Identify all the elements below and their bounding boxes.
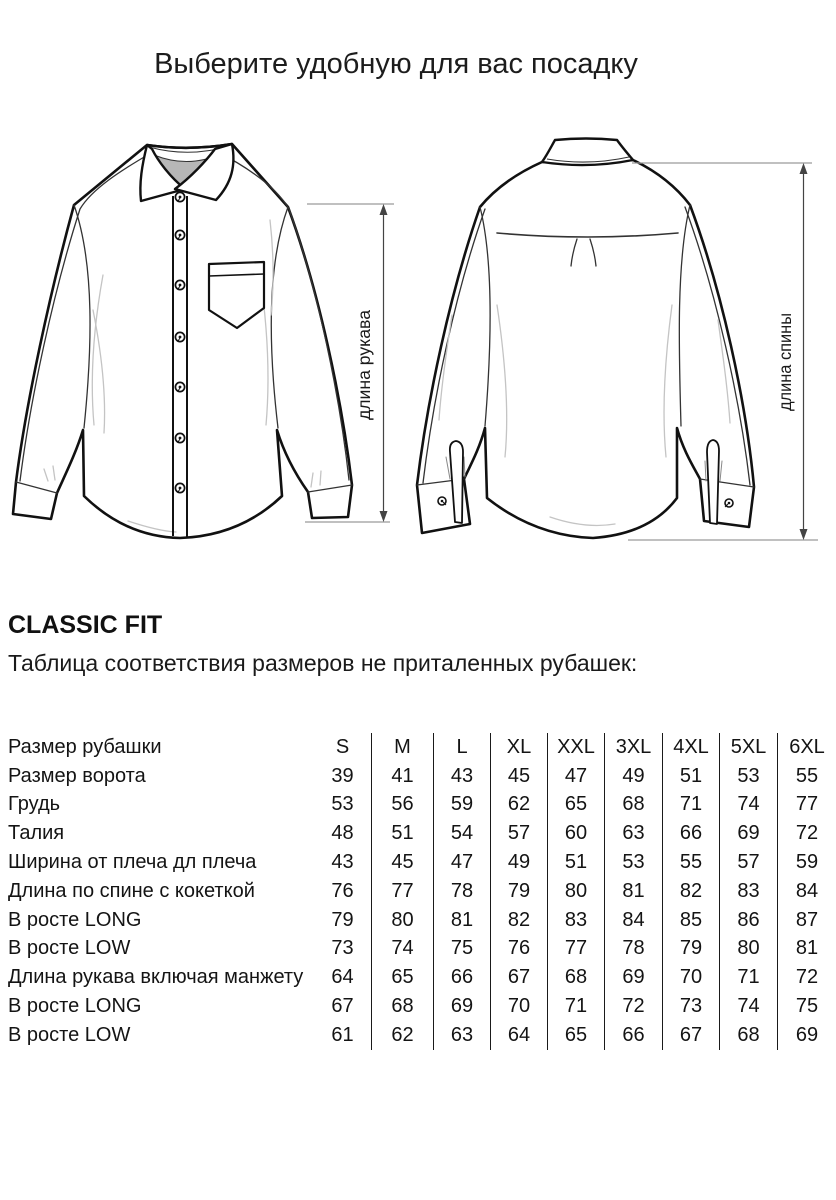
row-label: Длина рукава включая манжету — [8, 966, 304, 989]
table-cell: 51 — [663, 762, 720, 791]
table-cell: 80 — [720, 935, 778, 964]
shirt-back-drawing — [400, 125, 836, 595]
table-cell: 77 — [548, 935, 605, 964]
table-cell: 80 — [372, 906, 434, 935]
table-cell: 73 — [663, 992, 720, 1021]
row-label: В росте LONG — [8, 908, 142, 931]
table-cell: 83 — [720, 877, 778, 906]
shirt-back-body — [417, 160, 754, 538]
column-header: 5XL — [720, 733, 778, 762]
table-cell: 43 — [434, 762, 491, 791]
column-header: M — [372, 733, 434, 762]
table-cell: 65 — [548, 791, 605, 820]
table-cell: 64 — [491, 1021, 548, 1050]
table-cell: 65 — [548, 1021, 605, 1050]
row-label: Грудь — [8, 793, 61, 816]
table-cell: 45 — [372, 848, 434, 877]
table-cell: 72 — [795, 966, 819, 989]
table-cell: 59 — [434, 791, 491, 820]
table-cell: 69 — [720, 819, 778, 848]
table-cell: 67 — [314, 992, 372, 1021]
table-cell: 67 — [491, 963, 548, 992]
table-cell: 62 — [372, 1021, 434, 1050]
table-cell: 83 — [548, 906, 605, 935]
table-cell: 75 — [434, 935, 491, 964]
column-header: 4XL — [663, 733, 720, 762]
front-collar — [140, 144, 233, 201]
column-header: XL — [491, 733, 548, 762]
table-cell: 61 — [314, 1021, 372, 1050]
table-cell: 75 — [795, 995, 819, 1018]
row-label: В росте LOW — [8, 1023, 131, 1046]
row-label: В росте LONG — [8, 995, 142, 1018]
table-cell: 49 — [605, 762, 663, 791]
table-cell: 57 — [720, 848, 778, 877]
table-cell: 79 — [663, 935, 720, 964]
table-cell: 41 — [372, 762, 434, 791]
table-cell: 68 — [548, 963, 605, 992]
row-label: Размер ворота — [8, 764, 146, 787]
table-cell: 81 — [434, 906, 491, 935]
table-cell: 53 — [605, 848, 663, 877]
table-cell: 63 — [605, 819, 663, 848]
table-cell: 71 — [663, 791, 720, 820]
table-cell: 47 — [434, 848, 491, 877]
shirt-front-drawing — [8, 125, 398, 595]
table-cell: 60 — [548, 819, 605, 848]
table-cell: 56 — [372, 791, 434, 820]
table-cell: 69 — [795, 1023, 819, 1046]
table-cell: 69 — [434, 992, 491, 1021]
fit-heading: CLASSIC FIT — [8, 611, 163, 639]
table-cell: 74 — [720, 791, 778, 820]
table-cell: 55 — [663, 848, 720, 877]
column-header: 3XL — [605, 733, 663, 762]
table-caption: Таблица соответствия размеров не приталенных рубашек: — [8, 650, 638, 676]
table-cell: 54 — [434, 819, 491, 848]
table-cell: 79 — [314, 906, 372, 935]
table-cell: 63 — [434, 1021, 491, 1050]
table-cell: 80 — [548, 877, 605, 906]
table-cell: 64 — [314, 963, 372, 992]
row-label: Длина по спине с кокеткой — [8, 879, 255, 902]
table-cell: 72 — [795, 822, 819, 845]
table-cell: 45 — [491, 762, 548, 791]
table-cell: 62 — [491, 791, 548, 820]
column-header: L — [434, 733, 491, 762]
table-cell: 67 — [663, 1021, 720, 1050]
table-cell: 87 — [795, 908, 819, 931]
table-cell: 82 — [663, 877, 720, 906]
table-cell: 48 — [314, 819, 372, 848]
row-label: Размер рубашки — [8, 735, 162, 758]
table-cell: 66 — [434, 963, 491, 992]
table-cell: 57 — [491, 819, 548, 848]
table-cell: 73 — [314, 935, 372, 964]
table-cell: 71 — [720, 963, 778, 992]
sleeve-length-label: длина рукава — [354, 310, 374, 420]
table-cell: 81 — [795, 937, 819, 960]
row-label: Талия — [8, 822, 65, 845]
column-header: XXL — [548, 733, 605, 762]
table-cell: 84 — [795, 879, 819, 902]
column-header: S — [314, 733, 372, 762]
table-cell: 81 — [605, 877, 663, 906]
back-length-label: длина спины — [775, 306, 795, 411]
table-cell: 79 — [491, 877, 548, 906]
table-cell: 78 — [605, 935, 663, 964]
table-cell: 78 — [434, 877, 491, 906]
table-cell: 66 — [605, 1021, 663, 1050]
table-cell: 82 — [491, 906, 548, 935]
table-cell: 68 — [720, 1021, 778, 1050]
size-table — [8, 733, 836, 1050]
table-cell: 68 — [605, 791, 663, 820]
table-cell: 53 — [720, 762, 778, 791]
table-cell: 55 — [795, 764, 819, 787]
table-cell: 72 — [605, 992, 663, 1021]
table-cell: 69 — [605, 963, 663, 992]
back-collar — [542, 139, 633, 166]
table-cell: 70 — [491, 992, 548, 1021]
table-cell: 39 — [314, 762, 372, 791]
table-cell: 76 — [314, 877, 372, 906]
table-cell: 53 — [314, 791, 372, 820]
page-title: Выберите удобную для вас посадку — [154, 48, 638, 80]
table-cell: 74 — [372, 935, 434, 964]
table-cell: 51 — [372, 819, 434, 848]
column-header: 6XL — [789, 735, 825, 758]
table-cell: 74 — [720, 992, 778, 1021]
right-sleeve-placket — [707, 440, 719, 524]
table-cell: 71 — [548, 992, 605, 1021]
table-cell: 65 — [372, 963, 434, 992]
table-cell: 43 — [314, 848, 372, 877]
table-cell: 77 — [372, 877, 434, 906]
table-cell: 66 — [663, 819, 720, 848]
table-cell: 49 — [491, 848, 548, 877]
row-label: Ширина от плеча дл плеча — [8, 851, 257, 874]
table-cell: 70 — [663, 963, 720, 992]
table-cell: 86 — [720, 906, 778, 935]
table-cell: 68 — [372, 992, 434, 1021]
table-cell: 76 — [491, 935, 548, 964]
table-cell: 85 — [663, 906, 720, 935]
table-cell: 84 — [605, 906, 663, 935]
table-cell: 51 — [548, 848, 605, 877]
table-cell: 77 — [795, 793, 819, 816]
row-label: В росте LOW — [8, 937, 131, 960]
table-cell: 59 — [795, 851, 819, 874]
table-cell: 47 — [548, 762, 605, 791]
